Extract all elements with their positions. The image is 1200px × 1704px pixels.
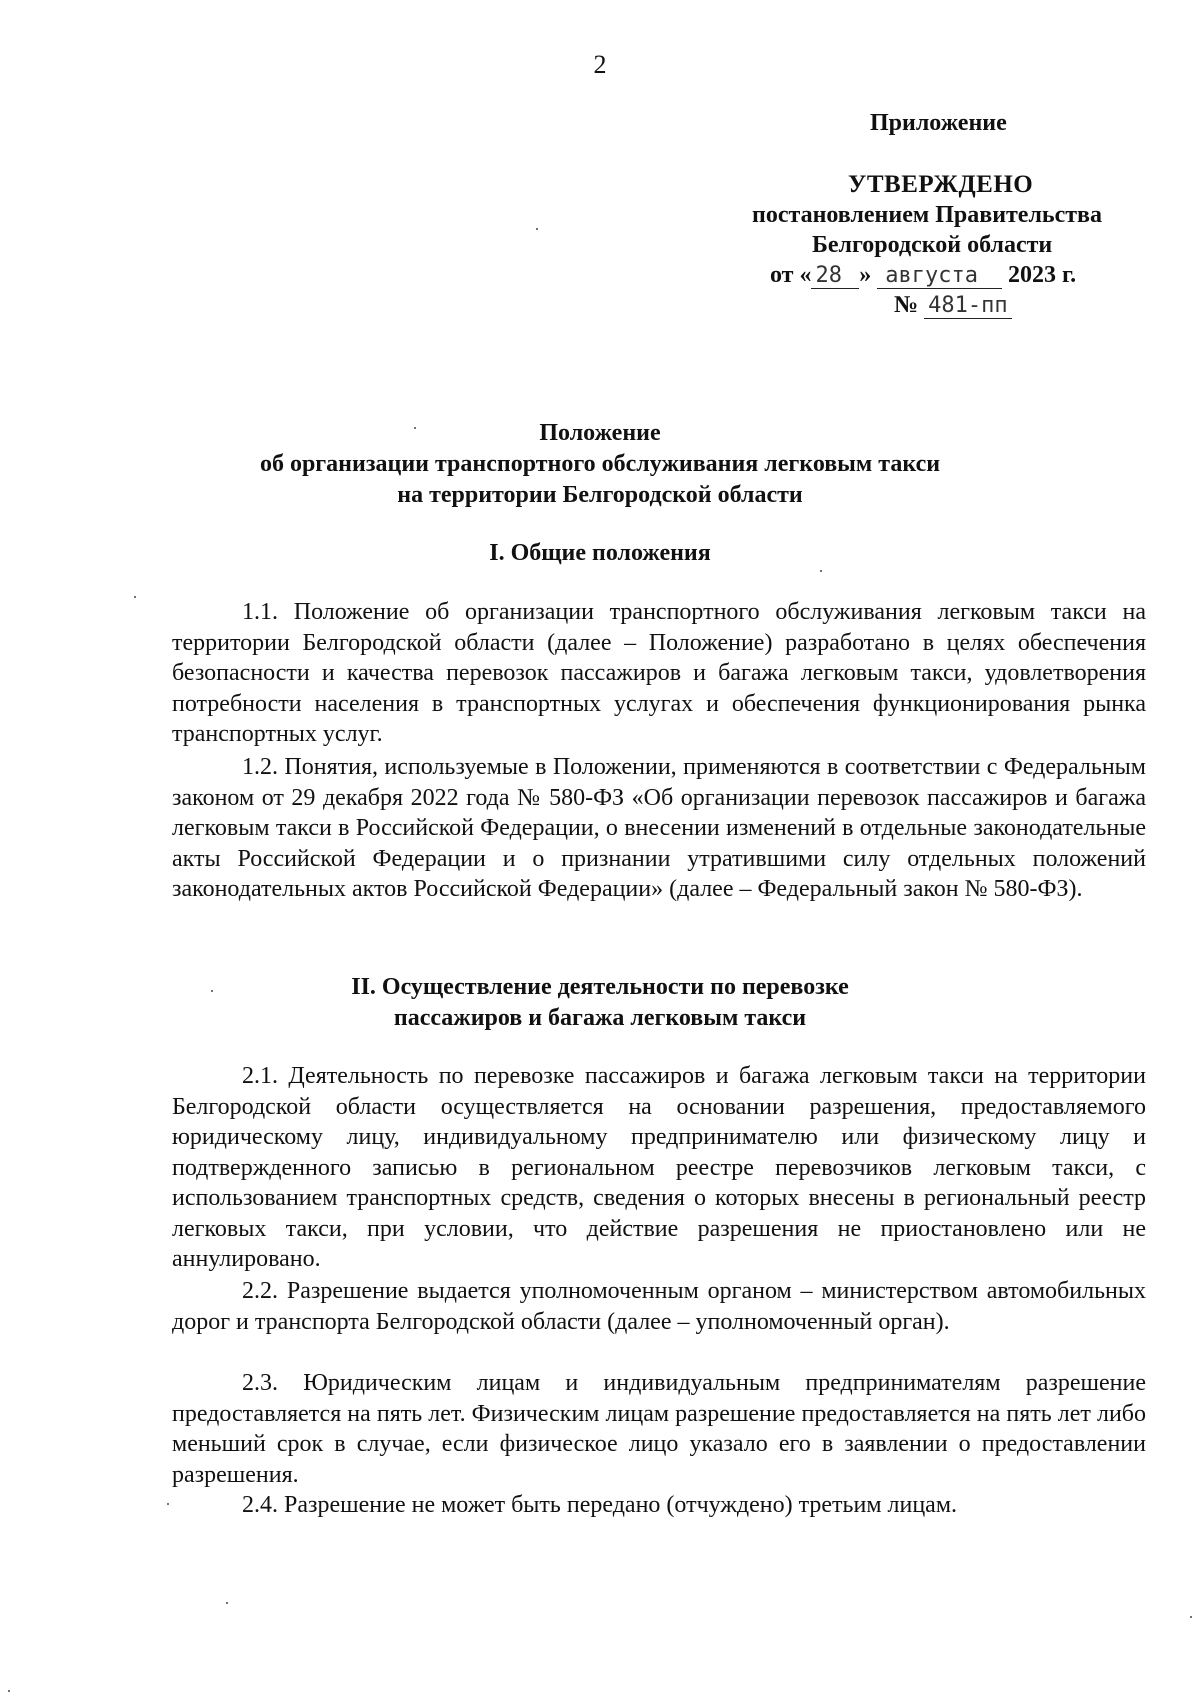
scan-speck [414, 427, 416, 429]
paragraph-1-1: 1.1. Положение об организации транспортного обслуживания легковым такси на территории Белгородской области (далее – Положение) разработано в целях обеспечения безопасности и качества перевозок пассажиров и багажа легковым такси, удовлетворения потребности населения в транспортных услугах и обеспечения функционирования рынка транспортных услуг. [172, 599, 1146, 747]
paragraph-2-2: 2.2. Разрешение выдается уполномоченным органом – министерством автомобильных дорог и транспорта Белгородской области (далее – уполномоченный орган). [172, 1278, 1146, 1335]
scan-speck [536, 228, 538, 230]
date-mid: » [859, 262, 872, 288]
paragraph-2-1: 2.1. Деятельность по перевозке пассажиров и багажа легковым такси на территории Белгородской области осуществляется на основании разрешения, предоставляемого юридическому лицу, индивидуальному предпринимателю или физическому лицу и подтвержденного записью в региональном реестре перевозчиков легковым такси, с использованием транспортных средств, сведения о которых внесены в региональный реестр легковых такси, при условии, что действие разрешения не приостановлено или не аннулировано. [172, 1063, 1146, 1272]
date-day: 28 [811, 263, 859, 289]
document-title [0, 418, 1200, 511]
scan-speck [1190, 1616, 1192, 1618]
paragraph-1-2: 1.2. Понятия, используемые в Положении, применяются в соответствии с Федеральным законом от 29 декабря 2022 года № 580-ФЗ «Об организации перевозок пассажиров и багажа легковым такси в Российской Федерации, о внесении изменений в отдельные законодательные акты Российской Федерации и о признании утратившими силу отдельных положений законодательных актов Российской Федерации» (далее – Федеральный закон № 580-ФЗ). [172, 754, 1146, 902]
date-month: августа [877, 263, 1002, 289]
number-value: 481-пп [924, 293, 1011, 319]
scan-speck [820, 570, 822, 572]
scan-speck [211, 990, 213, 992]
title-line-1: Положение [539, 420, 661, 446]
approval-by-line: постановлением Правительства [752, 202, 1103, 228]
page-number: 2 [593, 50, 607, 79]
approval-date-line [770, 260, 1076, 291]
paragraph-2-4: 2.4. Разрешение не может быть передано (отчуждено) третьим лицам. [242, 1492, 958, 1518]
approval-region-line: Белгородской области [812, 232, 1053, 258]
section-2-heading-line-1: II. Осуществление деятельности по перевозке [351, 974, 849, 1000]
approval-number-line [894, 290, 1012, 321]
scan-speck [8, 1690, 10, 1692]
appendix-label: Приложение [870, 110, 1007, 136]
title-line-3: на территории Белгородской области [397, 482, 803, 508]
section-1-heading: I. Общие положения [489, 540, 711, 566]
number-prefix: № [894, 292, 919, 318]
scan-speck [134, 596, 136, 598]
title-line-2: об организации транспортного обслуживания легковым такси [259, 451, 941, 477]
scan-speck [167, 1503, 169, 1505]
section-2-heading [0, 972, 1200, 1034]
date-year: 2023 г. [1007, 262, 1077, 288]
date-prefix: от « [770, 262, 812, 288]
section-2-heading-line-2: пассажиров и багажа легковым такси [393, 1005, 807, 1031]
paragraph-2-3: 2.3. Юридическим лицам и индивидуальным предпринимателям разрешение предоставляется на пять лет. Физическим лицам разрешение предоставляется на пять лет либо меньший срок в случае, если физическое лицо указало его в заявлении о предоставлении разрешения. [172, 1370, 1146, 1488]
scan-speck [226, 1602, 228, 1604]
approved-label: УТВЕРЖДЕНО [848, 171, 1034, 198]
